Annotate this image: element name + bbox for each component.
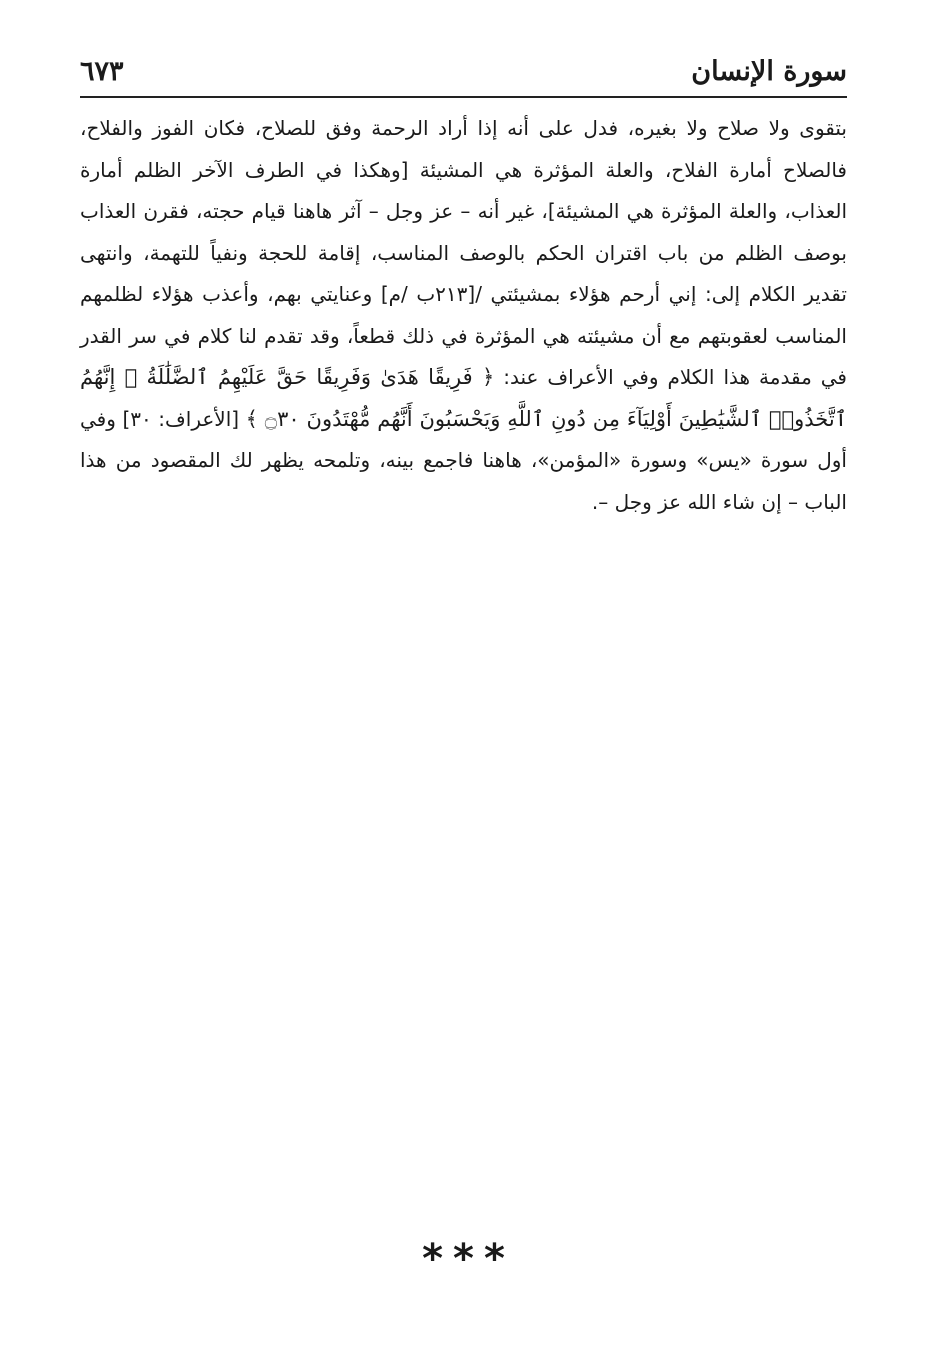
page-number: ٦٧٣: [80, 55, 124, 87]
section-separator: ***: [422, 1236, 515, 1282]
body-text: [80, 108, 847, 523]
page-header: [80, 48, 847, 94]
quran-verse: ﴿ فَرِيقًا هَدَىٰ وَفَرِيقًا حَقَّ عَلَيْهِمُ ٱلضَّلَٰلَةُ ۗ إِنَّهُمُ ٱتَّخَذُوا۟ ٱلشَّيَٰطِينَ أَوْلِيَآءَ مِن دُونِ ٱللَّهِ وَيَحْسَبُونَ أَنَّهُم مُّهْتَدُونَ ۝٣٠ ﴾: [80, 365, 848, 431]
text-before-quote: بتقوى ولا صلاح ولا بغيره، فدل على أنه إذا أراد الرحمة وفق للصلاح، فكان الفوز والفلاح، فالصلاح أمارة الفلاح، والعلة المؤثرة هي المشيئة [وهكذا في الطرف الآخر الظلم أمارة العذاب، والعلة المؤثرة هي المشيئة]، غير أنه – عز وجل – آثر هاهنا قيام حجته، فقرن العذاب بوصف الظلم من باب اقتران الحكم بالوصف المناسب، إقامة للحجة ونفياً للتهمة، وانتهى تقدير الكلام إلى: إني أرحم هؤلاء بمشيئتي /[٢١٣ب /م] وعنايتي بهم، وأعذب هؤلاء لظلمهم المناسب لعقوبتهم مع أن مشيئته هي المؤثرة في ذلك قطعاً، وقد تقدم لنا كلام في سر القدر في مقدمة هذا الكلام وفي الأعراف عند:: [80, 116, 847, 389]
body-paragraph: [80, 108, 847, 523]
text-after-quote: [الأعراف: ٣٠] وفي أول سورة «يس» وسورة «المؤمن»، هاهنا فاجمع بينه، وتلمحه يظهر لك المقصود من هذا الباب – إن شاء الله عز وجل –.: [80, 406, 847, 514]
surah-title: سورة الإنسان: [691, 55, 847, 87]
header-rule: [80, 96, 847, 98]
